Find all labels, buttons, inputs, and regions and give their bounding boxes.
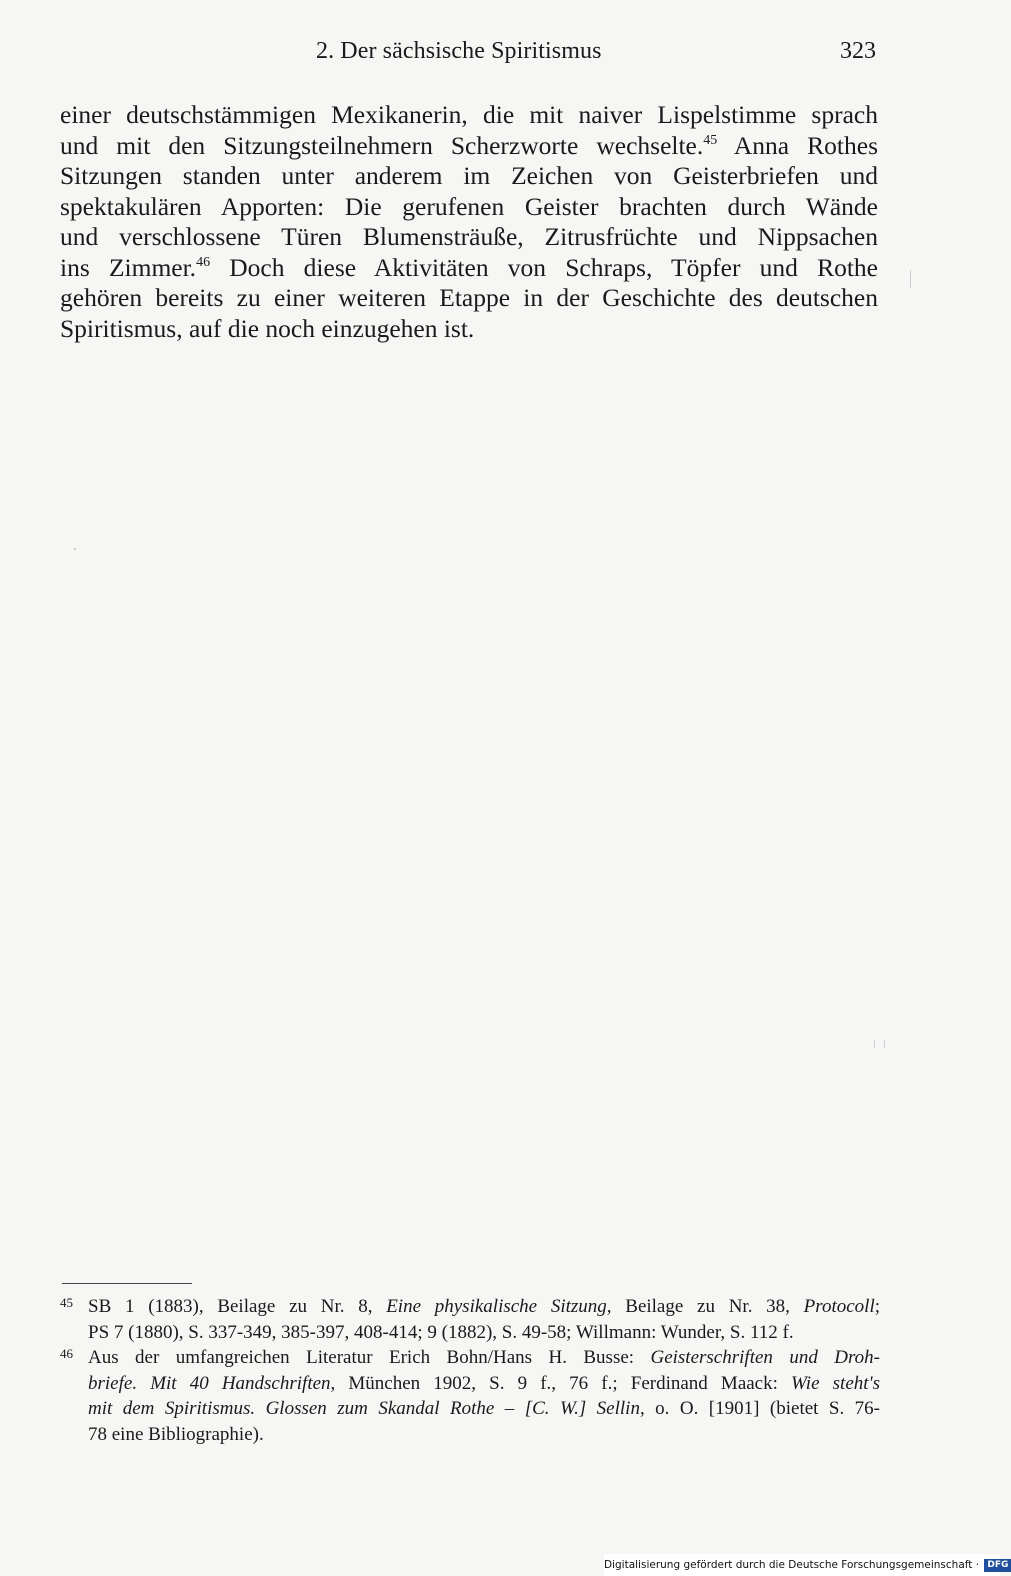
footnote-number: 46	[60, 1346, 73, 1361]
text-run: gehören bereits zu einer weiteren Etappe in der Geschichte des deutschen	[60, 283, 878, 312]
footnote-line	[88, 1396, 880, 1422]
digitization-credit-text: Digitalisierung gefördert durch die Deutsche Forschungsgemeinschaft ·	[604, 1559, 980, 1571]
text-line	[60, 283, 878, 314]
footnote-line	[88, 1371, 880, 1397]
italic-title: mit dem Spiritismus. Glossen zum Skandal Rothe – [C. W.] Sellin	[88, 1398, 640, 1419]
text-line	[60, 192, 878, 223]
page-number: 323	[840, 38, 876, 64]
running-head: 2. Der sächsische Spiritismus	[316, 38, 602, 64]
text-run: und mit den Sitzungsteilnehmern Scherzworte wechselte.	[60, 130, 704, 160]
footnote-46	[60, 1345, 880, 1447]
text-run: Anna Rothes	[717, 130, 878, 160]
text-line	[60, 253, 878, 284]
scan-speck	[910, 270, 911, 288]
footnote-line	[88, 1320, 880, 1346]
italic-title: Geisterschriften und Droh-	[650, 1347, 880, 1368]
italic-title: briefe. Mit 40 Handschriften	[88, 1372, 331, 1394]
text-run: ;	[874, 1296, 881, 1317]
text-line	[60, 222, 878, 253]
footnote-separator	[62, 1283, 192, 1284]
text-run: SB 1 (1883), Beilage zu Nr. 8,	[88, 1296, 387, 1317]
text-run: und verschlossene Türen Blumensträuße, Zitrusfrüchte und Nippsachen	[60, 222, 878, 251]
dfg-logo: DFG	[984, 1559, 1011, 1572]
text-run: ins Zimmer.	[60, 252, 197, 282]
footnote-line	[88, 1422, 880, 1448]
text-run: Sitzungen standen unter anderem im Zeichen von Geisterbriefen und	[60, 161, 878, 190]
footnote-reference: 46	[196, 254, 211, 270]
text-line	[60, 100, 878, 131]
digitization-credit-bar	[604, 1554, 1009, 1576]
footnotes	[60, 1294, 880, 1447]
scan-speck	[884, 1040, 885, 1048]
footnote-45	[60, 1294, 880, 1345]
text-run: spektakulären Apporten: Die gerufenen Geister brachten durch Wände	[60, 191, 878, 221]
text-line	[60, 131, 878, 162]
text-run: Doch diese Aktivitäten von Schraps, Töpfer und Rothe	[210, 252, 878, 282]
text-run: 78 eine Bibliographie).	[88, 1423, 264, 1445]
footnote-number: 45	[60, 1295, 73, 1310]
text-run: , München 1902, S. 9 f., 76 f.; Ferdinand Maack:	[330, 1372, 792, 1394]
scan-speck	[74, 548, 76, 550]
footnote-reference: 45	[703, 132, 718, 148]
scan-speck	[874, 1040, 875, 1048]
italic-title: Protocoll	[803, 1296, 875, 1317]
italic-title: Wie steht's	[791, 1372, 880, 1394]
text-run: , Beilage zu Nr. 38,	[606, 1296, 804, 1317]
footnote-line	[88, 1294, 880, 1320]
italic-title: Eine physikalische Sitzung	[386, 1296, 607, 1317]
body-paragraph	[60, 100, 878, 344]
footnote-line	[88, 1345, 880, 1371]
text-run: einer deutschstämmigen Mexikanerin, die mit naiver Lispelstimme sprach	[60, 100, 878, 129]
text-run: , o. O. [1901] (bietet S. 76-	[639, 1398, 880, 1419]
text-run: Aus der umfangreichen Literatur Erich Bohn/Hans H. Busse:	[88, 1347, 651, 1368]
text-run: PS 7 (1880), S. 337-349, 385-397, 408-414; 9 (1882), S. 49-58; Willmann: Wunder, S. 112 f.	[88, 1321, 794, 1343]
text-line	[60, 314, 878, 345]
text-line	[60, 161, 878, 192]
text-run: Spiritismus, auf die noch einzugehen ist.	[60, 313, 475, 343]
